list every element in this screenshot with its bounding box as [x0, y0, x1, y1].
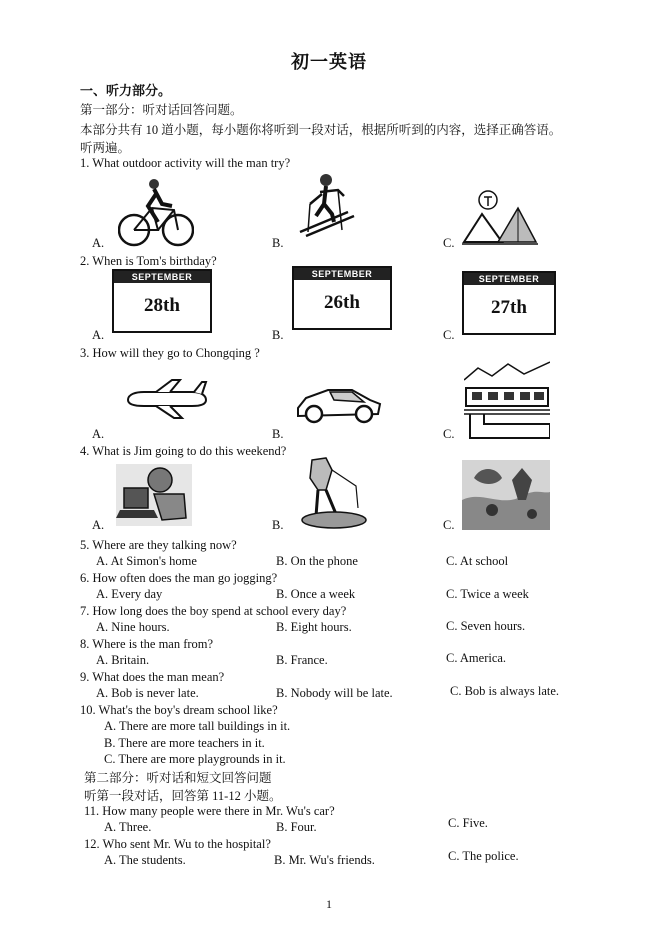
section-heading: 一、听力部分。	[80, 83, 172, 98]
question-9: 9. What does the man mean?	[80, 670, 225, 684]
option-a-label: A.	[92, 427, 105, 441]
question-2: 2. When is Tom's birthday?	[80, 254, 217, 268]
skiing-icon	[298, 170, 358, 242]
cycling-icon	[118, 176, 194, 248]
question-7: 7. How long does the boy spend at school every day?	[80, 604, 347, 618]
option-a: A. The students.	[104, 853, 186, 867]
question-3: 3. How will they go to Chongqing ?	[80, 346, 260, 360]
question-8: 8. Where is the man from?	[80, 637, 214, 651]
option-a: A. Every day	[96, 587, 163, 601]
option-a: A. Britain.	[96, 653, 150, 667]
question-10: 10. What's the boy's dream school like?	[80, 703, 278, 717]
option-b: B. Eight hours.	[276, 620, 352, 634]
option-a: A. Three.	[104, 820, 152, 834]
calendar-month: SEPTEMBER	[464, 273, 554, 285]
part-heading: 第一部分：听对话回答问题。	[80, 103, 243, 117]
instructions-cont: 听两遍。	[80, 141, 131, 155]
calendar-month: SEPTEMBER	[294, 268, 390, 280]
calendar-month: SEPTEMBER	[114, 271, 210, 283]
option-c: C. America.	[446, 651, 507, 665]
option-b-label: B.	[272, 328, 284, 342]
option-b: B. Mr. Wu's friends.	[274, 853, 375, 867]
option-b: B. Once a week	[276, 587, 356, 601]
option-c: C. There are more playgrounds in it.	[104, 752, 286, 766]
calendar-day: 27th	[491, 297, 527, 318]
option-b: B. France.	[276, 653, 328, 667]
option-c-label: C.	[443, 328, 455, 342]
calendar-icon	[292, 266, 392, 330]
question-1: 1. What outdoor activity will the man try?	[80, 156, 291, 170]
option-b: B. On the phone	[276, 554, 358, 568]
option-c: C. Twice a week	[446, 587, 529, 601]
picnic-icon	[462, 460, 550, 530]
option-c-label: C.	[443, 427, 455, 441]
option-a: A. Nine hours.	[96, 620, 170, 634]
question-12: 12. Who sent Mr. Wu to the hospital?	[84, 837, 271, 851]
option-b: B. Four.	[276, 820, 317, 834]
option-a: A. There are more tall buildings in it.	[104, 719, 291, 733]
calendar-icon	[462, 271, 556, 335]
train-icon	[464, 358, 550, 440]
option-c: C. Bob is always late.	[450, 684, 560, 698]
option-c: C. The police.	[448, 849, 519, 863]
option-c-label: C.	[443, 518, 455, 532]
option-b: B. Nobody will be late.	[276, 686, 393, 700]
page-number: 1	[326, 897, 332, 911]
part-heading: 第二部分：听对话和短文回答问题	[84, 771, 272, 785]
option-b: B. There are more teachers in it.	[104, 736, 265, 750]
option-c: C. Five.	[448, 816, 488, 830]
option-a: A. At Simon's home	[96, 554, 197, 568]
calendar-day: 26th	[324, 292, 360, 313]
option-c-label: C.	[443, 236, 455, 250]
plane-icon	[122, 378, 208, 420]
question-6: 6. How often does the man go jogging?	[80, 571, 278, 585]
option-b-label: B.	[272, 518, 284, 532]
option-a-label: A.	[92, 328, 105, 342]
part-subheading: 听第一段对话，回答第 11-12 小题。	[84, 789, 282, 803]
car-icon	[294, 380, 382, 424]
fishing-icon	[296, 456, 370, 532]
question-11: 11. How many people were there in Mr. Wu's car?	[84, 804, 335, 818]
calendar-icon	[112, 269, 212, 333]
option-c: C. Seven hours.	[446, 619, 526, 633]
option-c: C. At school	[446, 554, 509, 568]
page-title: 初一英语	[291, 52, 367, 72]
camping-icon	[462, 184, 538, 246]
option-a: A. Bob is never late.	[96, 686, 199, 700]
instructions: 本部分共有 10 道小题，每小题你将听到一段对话，根据所听到的内容，选择正确答语。	[80, 123, 562, 137]
question-5: 5. Where are they talking now?	[80, 538, 237, 552]
option-a-label: A.	[92, 236, 105, 250]
option-b-label: B.	[272, 236, 284, 250]
computer-game-icon	[114, 462, 194, 528]
option-b-label: B.	[272, 427, 284, 441]
question-4: 4. What is Jim going to do this weekend?	[80, 444, 287, 458]
calendar-day: 28th	[144, 295, 180, 316]
option-a-label: A.	[92, 518, 105, 532]
